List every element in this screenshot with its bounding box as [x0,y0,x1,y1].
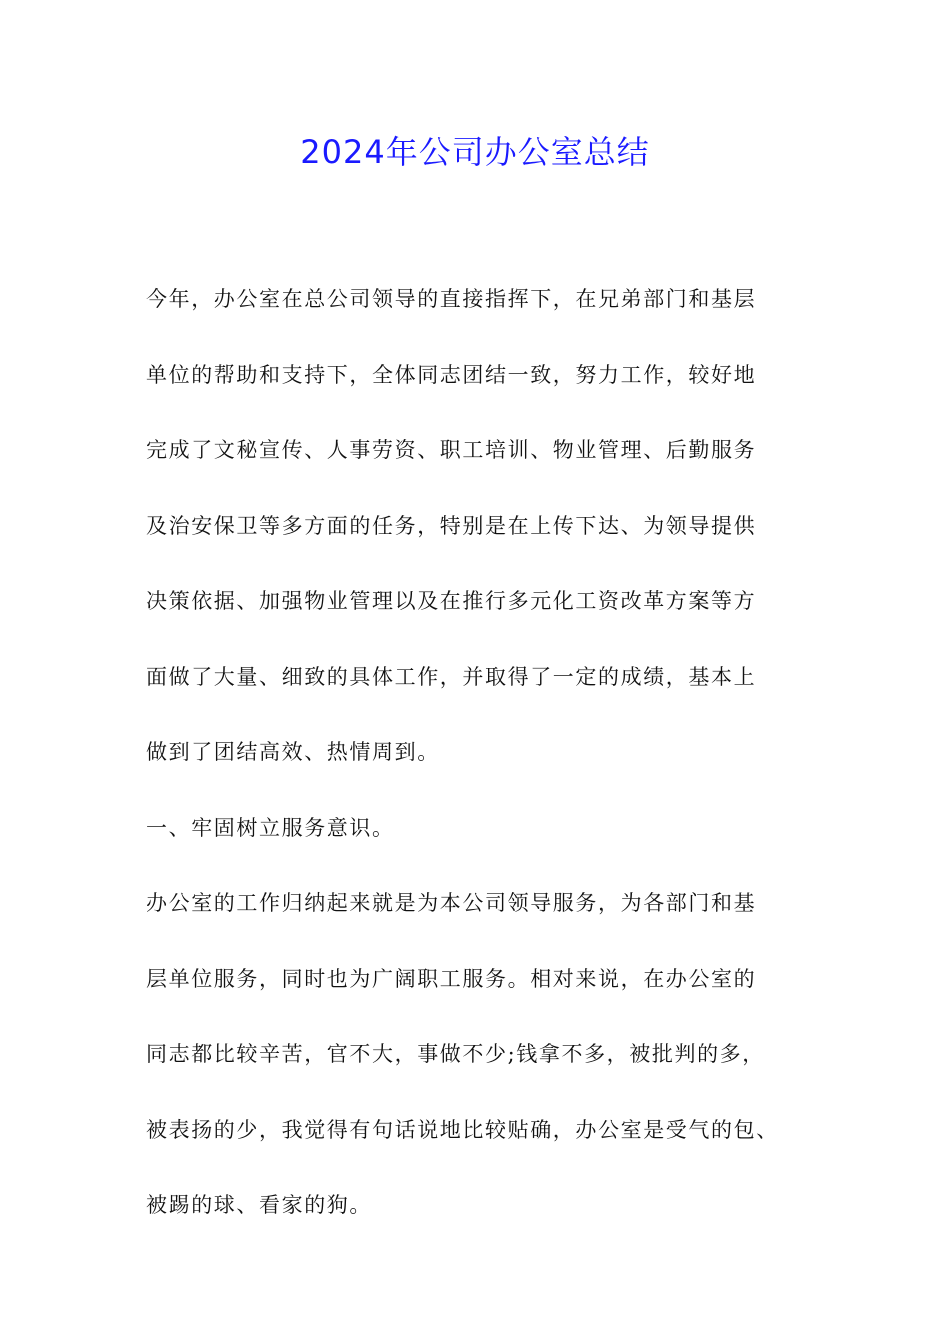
body-line: 面做了大量、细致的具体工作，并取得了一定的成绩，基本上 [146,664,757,689]
body-line: 被踢的球、看家的狗。 [146,1193,372,1217]
body-line: 决策依据、加强物业管理以及在推行多元化工资改革方案等方 [146,589,757,613]
body-line: 层单位服务，同时也为广阔职工服务。相对来说，在办公室的 [146,966,757,991]
body-line: 单位的帮助和支持下，全体同志团结一致，努力工作，较好地 [146,362,757,387]
body-line: 完成了文秘宣传、人事劳资、职工培训、物业管理、后勤服务 [146,438,757,462]
body-line: 做到了团结高效、热情周到。 [146,740,440,764]
document-title: 2024年公司办公室总结 [300,133,650,171]
body-line: 及治安保卫等多方面的任务，特别是在上传下达、为领导提供 [146,513,757,538]
document-body [146,262,806,1244]
body-line: 今年，办公室在总公司领导的直接指挥下，在兄弟部门和基层 [146,287,757,311]
body-line: 被表扬的少，我觉得有句话说地比较贴确，办公室是受气的包、 [146,1117,779,1142]
body-line: 同志都比较辛苦，官不大，事做不少;钱拿不多，被批判的多， [146,1042,765,1066]
section-heading: 一、牢固树立服务意识。 [146,815,395,840]
body-line: 办公室的工作归纳起来就是为本公司领导服务，为各部门和基 [146,891,757,915]
